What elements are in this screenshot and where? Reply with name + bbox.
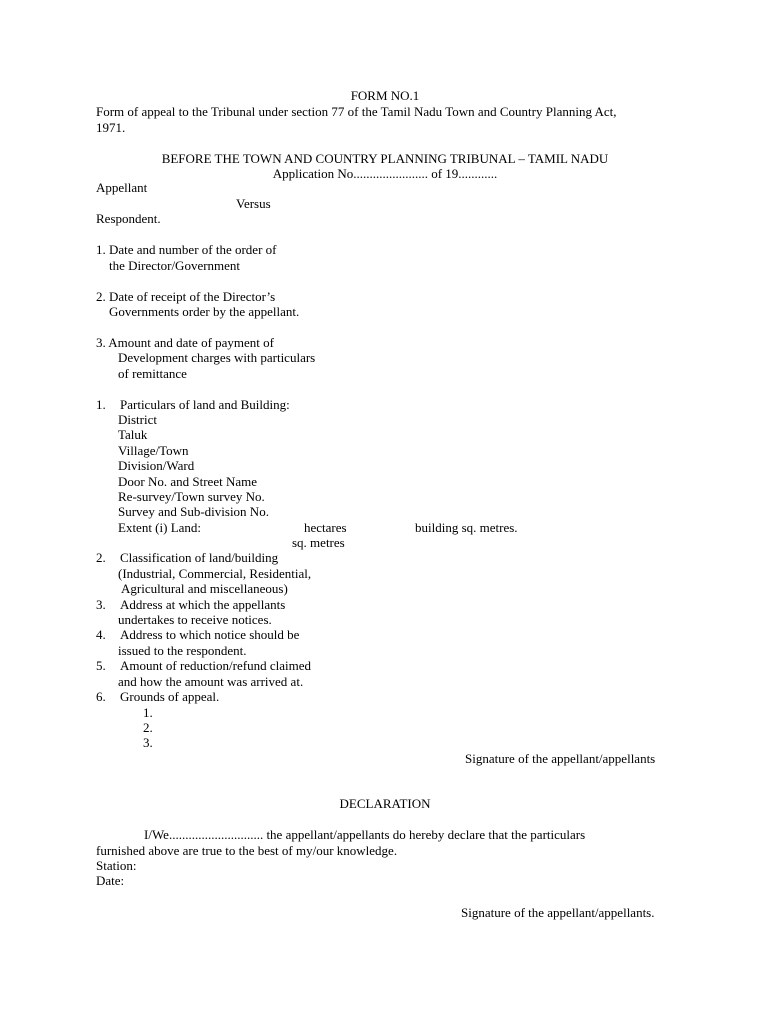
declaration-text-cont: furnished above are true to the best of my/our knowledge. <box>96 843 398 858</box>
item-order-date: 1. Date and number of the order of <box>96 242 277 257</box>
refund-cont: and how the amount was arrived at. <box>118 674 304 689</box>
field-resurvey: Re-survey/Town survey No. <box>118 489 265 504</box>
refund-number: 5. <box>96 658 106 673</box>
respondent-label: Respondent. <box>96 211 161 226</box>
ground-3: 3. <box>143 735 153 750</box>
address-respondent-cont: issued to the respondent. <box>118 643 247 658</box>
address-respondent-label: Address to which notice should be <box>120 627 300 642</box>
field-taluk: Taluk <box>118 427 148 442</box>
address-notices-number: 3. <box>96 597 106 612</box>
address-notices-cont: undertakes to receive notices. <box>118 612 272 627</box>
ground-2: 2. <box>143 720 153 735</box>
grounds-number: 6. <box>96 689 106 704</box>
extent-building: building sq. metres. <box>415 520 518 535</box>
tribunal-heading: BEFORE THE TOWN AND COUNTRY PLANNING TRIBUNAL – TAMIL NADU <box>161 151 609 166</box>
item-order-date-cont: the Director/Government <box>109 258 241 273</box>
classification-cont1: (Industrial, Commercial, Residential, <box>118 566 312 581</box>
address-notices-label: Address at which the appellants <box>120 597 286 612</box>
classification-label: Classification of land/building <box>120 550 279 565</box>
classification-cont2: Agricultural and miscellaneous) <box>121 581 288 596</box>
item-payment-cont1: Development charges with particulars <box>118 350 316 365</box>
station-label: Station: <box>96 858 137 873</box>
ground-1: 1. <box>143 705 153 720</box>
appellant-signature-1: Signature of the appellant/appellants <box>465 751 656 766</box>
item-payment: 3. Amount and date of payment of <box>96 335 274 350</box>
item-receipt-date: 2. Date of receipt of the Director’s <box>96 289 276 304</box>
date-label: Date: <box>96 873 125 888</box>
field-village-town: Village/Town <box>118 443 189 458</box>
appellant-label: Appellant <box>96 180 148 195</box>
extent-sq-metres: sq. metres <box>292 535 345 550</box>
classification-number: 2. <box>96 550 106 565</box>
field-survey-subdivision: Survey and Sub-division No. <box>118 504 269 519</box>
field-extent-land: Extent (i) Land: <box>118 520 202 535</box>
declaration-text: I/We............................. the appellant/appellants do hereby declare that the particulars <box>144 827 586 842</box>
field-division-ward: Division/Ward <box>118 458 195 473</box>
declaration-title: DECLARATION <box>339 796 431 811</box>
form-number: FORM NO.1 <box>350 88 420 103</box>
particulars-heading: Particulars of land and Building: <box>120 397 290 412</box>
item-receipt-date-cont: Governments order by the appellant. <box>109 304 300 319</box>
item-payment-cont2: of remittance <box>118 366 187 381</box>
application-number: Application No....................... of 19............ <box>272 166 498 181</box>
field-door-street: Door No. and Street Name <box>118 474 257 489</box>
field-district: District <box>118 412 157 427</box>
versus-label: Versus <box>236 196 271 211</box>
grounds-label: Grounds of appeal. <box>120 689 220 704</box>
extent-hectares: hectares <box>304 520 347 535</box>
address-respondent-number: 4. <box>96 627 106 642</box>
form-subtitle-year: 1971. <box>96 120 126 135</box>
particulars-number: 1. <box>96 397 106 412</box>
appellant-signature-2: Signature of the appellant/appellants. <box>461 905 655 920</box>
refund-label: Amount of reduction/refund claimed <box>120 658 311 673</box>
form-subtitle: Form of appeal to the Tribunal under section 77 of the Tamil Nadu Town and Country Planning Act, <box>96 104 617 119</box>
